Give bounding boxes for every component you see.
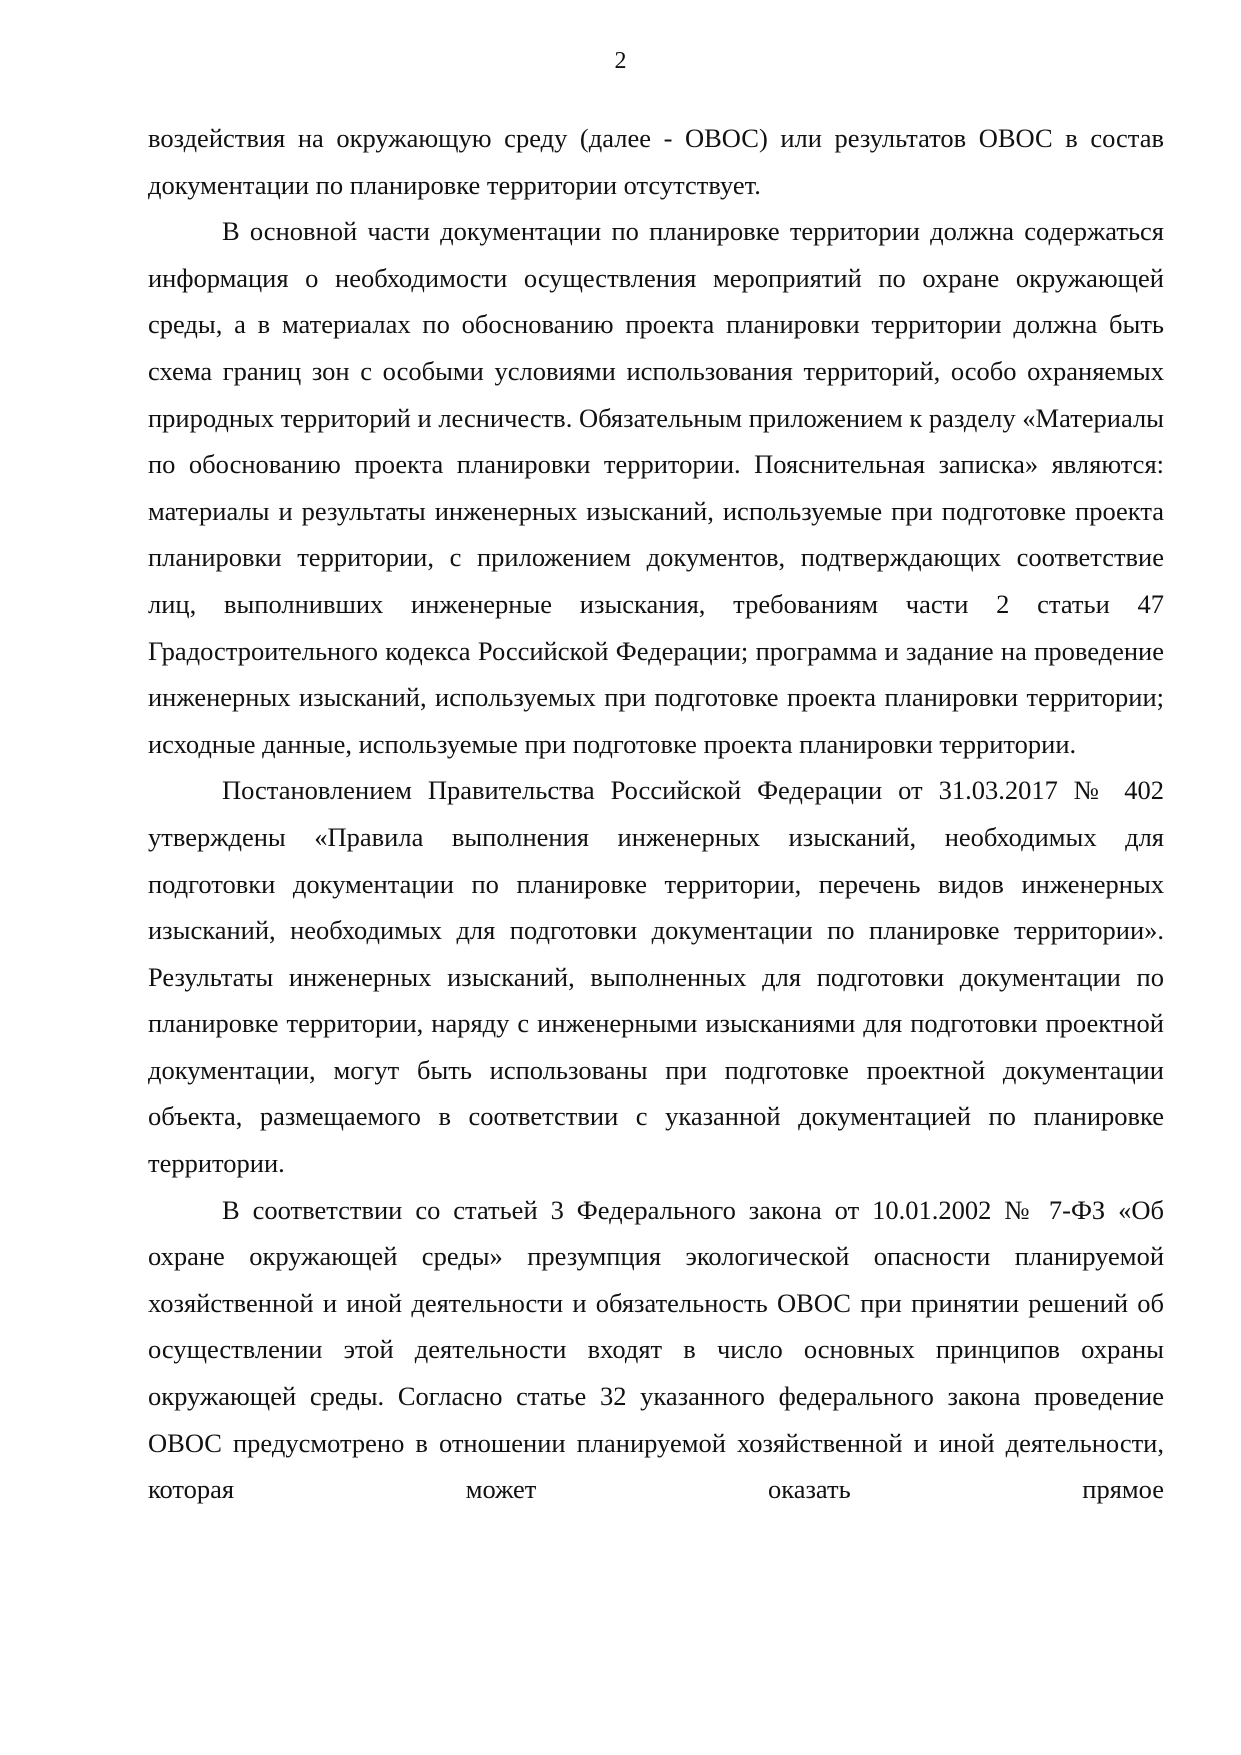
paragraph-continuation: воздействия на окружающую среду (далее - ОВОС) или результатов ОВОС в состав документации по планировке территории отсутствует. [148,123,1164,200]
page-number: 2 [614,48,627,74]
document-body [148,115,1164,1513]
paragraph-federal-law: В соответствии со статьей 3 Федерального закона от 10.01.2002 № 7-ФЗ «Об охране окружающей среды» презумпция экологической опасности планируемой хозяйственной и иной деятельности и обязательность ОВОС при принятии решений об осуществлении этой деятельности входят в число основных принципов охраны окружающей среды. Согласно статье 32 указанного федерального закона проведение ОВОС предусмотрено в отношении планируемой хозяйственной и иной деятельности, которая может оказать прямое [148,1194,1164,1505]
paragraph-government-decree: Постановлением Правительства Российской Федерации от 31.03.2017 № 402 утверждены «Правила выполнения инженерных изысканий, необходимых для подготовки документации по планировке территории, перечень видов инженерных изысканий, необходимых для подготовки документации по планировке территории». Результаты инженерных изысканий, выполненных для подготовки документации по планировке территории, наряду с инженерными изысканиями для подготовки проектной документации, могут быть использованы при подготовке проектной документации объекта, размещаемого в соответствии с указанной документацией по планировке территории. [148,775,1164,1179]
paragraph-planning-documentation: В основной части документации по планировке территории должна содержаться информация о необходимости осуществления мероприятий по охране окружающей среды, а в материалах по обоснованию проекта планировки территории должна быть схема границ зон с особыми условиями использования территорий, особо охраняемых природных территорий и лесничеств. Обязательным приложением к разделу «Материалы по обоснованию проекта планировки территории. Пояснительная записка» являются: материалы и результаты инженерных изысканий, используемые при подготовке проекта планировки территории, с приложением документов, подтверждающих соответствие лиц, выполнивших инженерные изыскания, требованиям части 2 статьи 47 Градостроительного кодекса Российской Федерации; программа и задание на проведение инженерных изысканий, используемых при подготовке проекта планировки территории; исходные данные, используемые при подготовке проекта планировки территории. [148,216,1164,759]
